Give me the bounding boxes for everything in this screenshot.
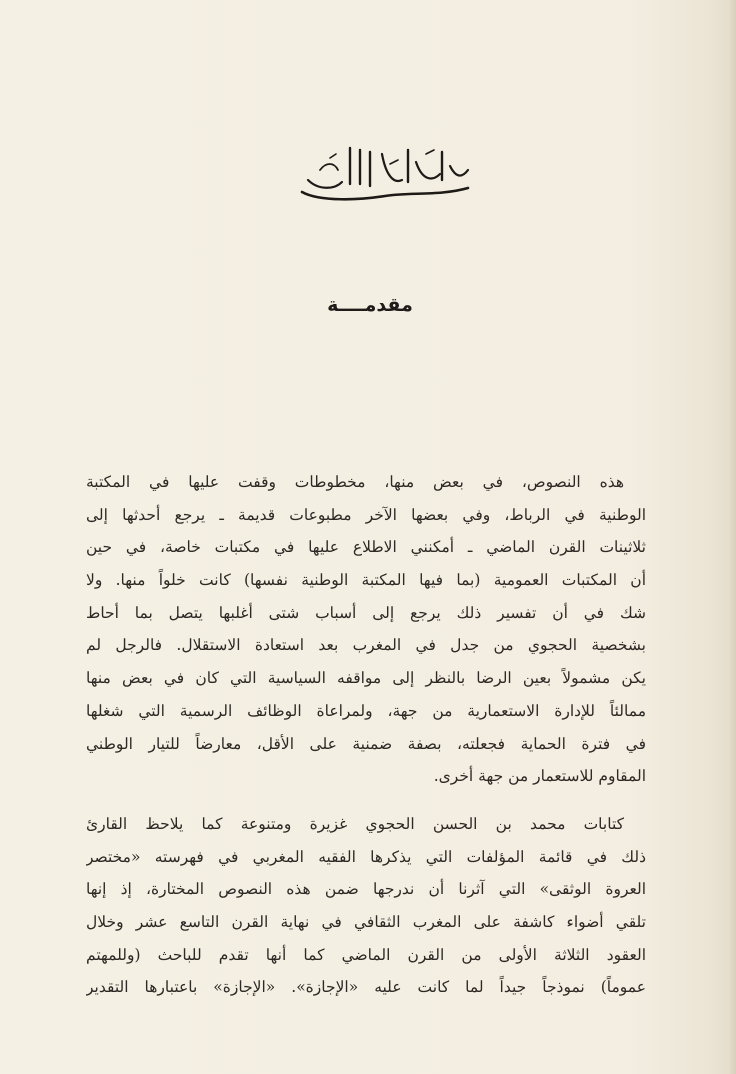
basmala-calligraphy [290,140,480,210]
page-title: مقدمــــة [327,294,413,316]
basmala-calligraphy-drawing [290,140,480,210]
paragraph-1 [86,466,646,793]
paragraph-line: كتابات محمد بن الحسن الحجوي غزيرة ومتنوعة كما يلاحظ القارئ [86,815,624,833]
paragraph-line: بشخصية الحجوي من جدل في المغرب بعد استعادة الاستقلال. فالرجل لم [86,636,646,655]
paragraph-line: عموماً) نموذجاً جيداً لما كانت عليه «الإجازة». «الإجازة» باعتبارها التقدير [86,978,646,997]
paragraph-line: ثلاثينات القرن الماضي ـ أمكنني الاطلاع عليها في مكتبات خاصة، في حين [86,538,646,557]
paragraph-line: شك في أن تفسير ذلك يرجع إلى أسباب شتى أغلبها يتصل بما أحاط [86,603,646,622]
paragraph-line: العروة الوثقى» التي آثرنا أن ندرجها ضمن هذه النصوص المختارة، إذ إنها [86,880,646,899]
paragraph-line: ذلك في قائمة المؤلفات التي يذكرها الفقيه المغربي في فهرسته «مختصر [86,847,646,866]
paragraph-line: يكن مشمولاً بعين الرضا بالنظر إلى مواقفه السياسية التي كان في بعض منها [86,669,646,688]
paragraph-line: في فترة الحماية فجعلته، بصفة ضمنية على الأقل، معارضاً للتيار الوطني [86,734,646,753]
paragraph-2 [86,808,646,1004]
paragraph-line: تلقي أضواء كاشفة على المغرب الثقافي في نهاية القرن التاسع عشر وخلال [86,913,646,932]
page-edge-shadow [730,0,736,1074]
paragraph-line: ممالئاً للإدارة الاستعمارية من جهة، ولمراعاة الوظائف الرسمية التي شغلها [86,701,646,720]
paragraph-line: أن المكتبات العمومية (بما فيها المكتبة الوطنية نفسها) كانت خلواً منها. ولا [86,571,646,590]
paragraph-line: الوطنية في الرباط، وفي بعضها الآخر مطبوعات قديمة ـ يرجع أحدثها إلى [86,505,646,524]
paragraph-line: هذه النصوص، في بعض منها، مخطوطات وقفت عليها في المكتبة [86,473,624,491]
paragraph-line: العقود الثلاثة الأولى من القرن الماضي كما أنها تقدم للباحث (وللمهتم [86,945,646,964]
paragraph-line: المقاوم للاستعمار من جهة أخرى. [433,767,646,786]
